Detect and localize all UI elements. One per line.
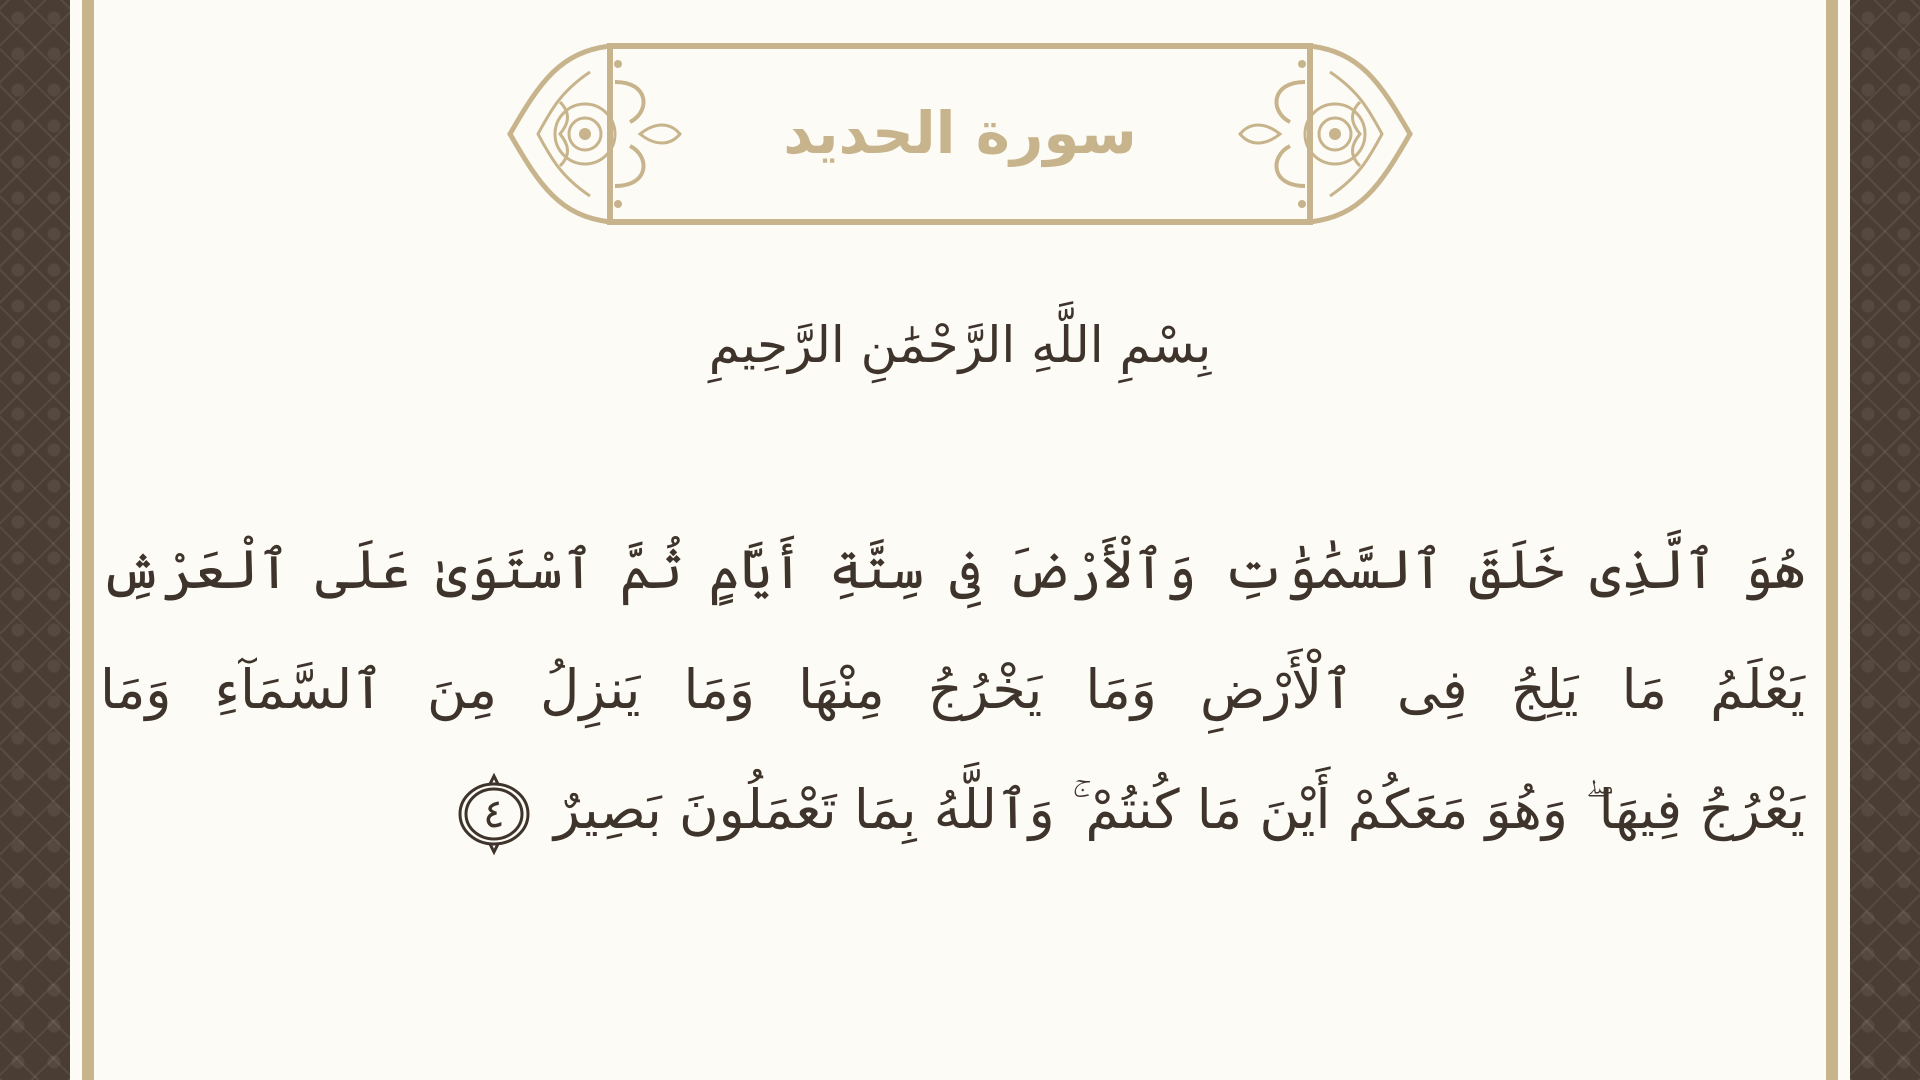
verse-block: [100, 510, 1820, 870]
verse-line-3: [100, 750, 1820, 870]
right-decorative-border: [1850, 0, 1920, 1080]
left-decorative-border: [0, 0, 70, 1080]
surah-title-frame: [500, 42, 1420, 226]
left-gold-rule: [82, 0, 94, 1080]
ayah-end-marker: [452, 772, 536, 856]
verse-line-3-text: يَعْرُجُ فِيهَا ۖ وَهُوَ مَعَكُمْ أَيْنَ مَا كُنتُمْ ۚ وَٱللَّهُ بِمَا تَعْمَلُونَ بَصِيرٌ: [553, 778, 1805, 841]
verse-line-2: يَعْلَمُ مَا يَلِجُ فِى ٱلْأَرْضِ وَمَا يَخْرُجُ مِنْهَا وَمَا يَنزِلُ مِنَ ٱلسَّمَآءِ وَمَا: [100, 658, 1805, 721]
surah-title: سورة الحديد: [783, 99, 1137, 167]
right-gold-rule: [1826, 0, 1838, 1080]
verse-line-1: هُوَ ٱلَّذِى خَلَقَ ٱلسَّمَٰوَٰتِ وَٱلْأَرْضَ فِى سِتَّةِ أَيَّامٍ ثُمَّ ٱسْتَوَىٰ عَلَى ٱلْعَرْشِ: [100, 538, 1805, 601]
basmala: بِسْمِ اللَّهِ الرَّحْمَٰنِ الرَّحِيمِ: [708, 316, 1212, 374]
ayah-number: ٤: [483, 791, 505, 837]
